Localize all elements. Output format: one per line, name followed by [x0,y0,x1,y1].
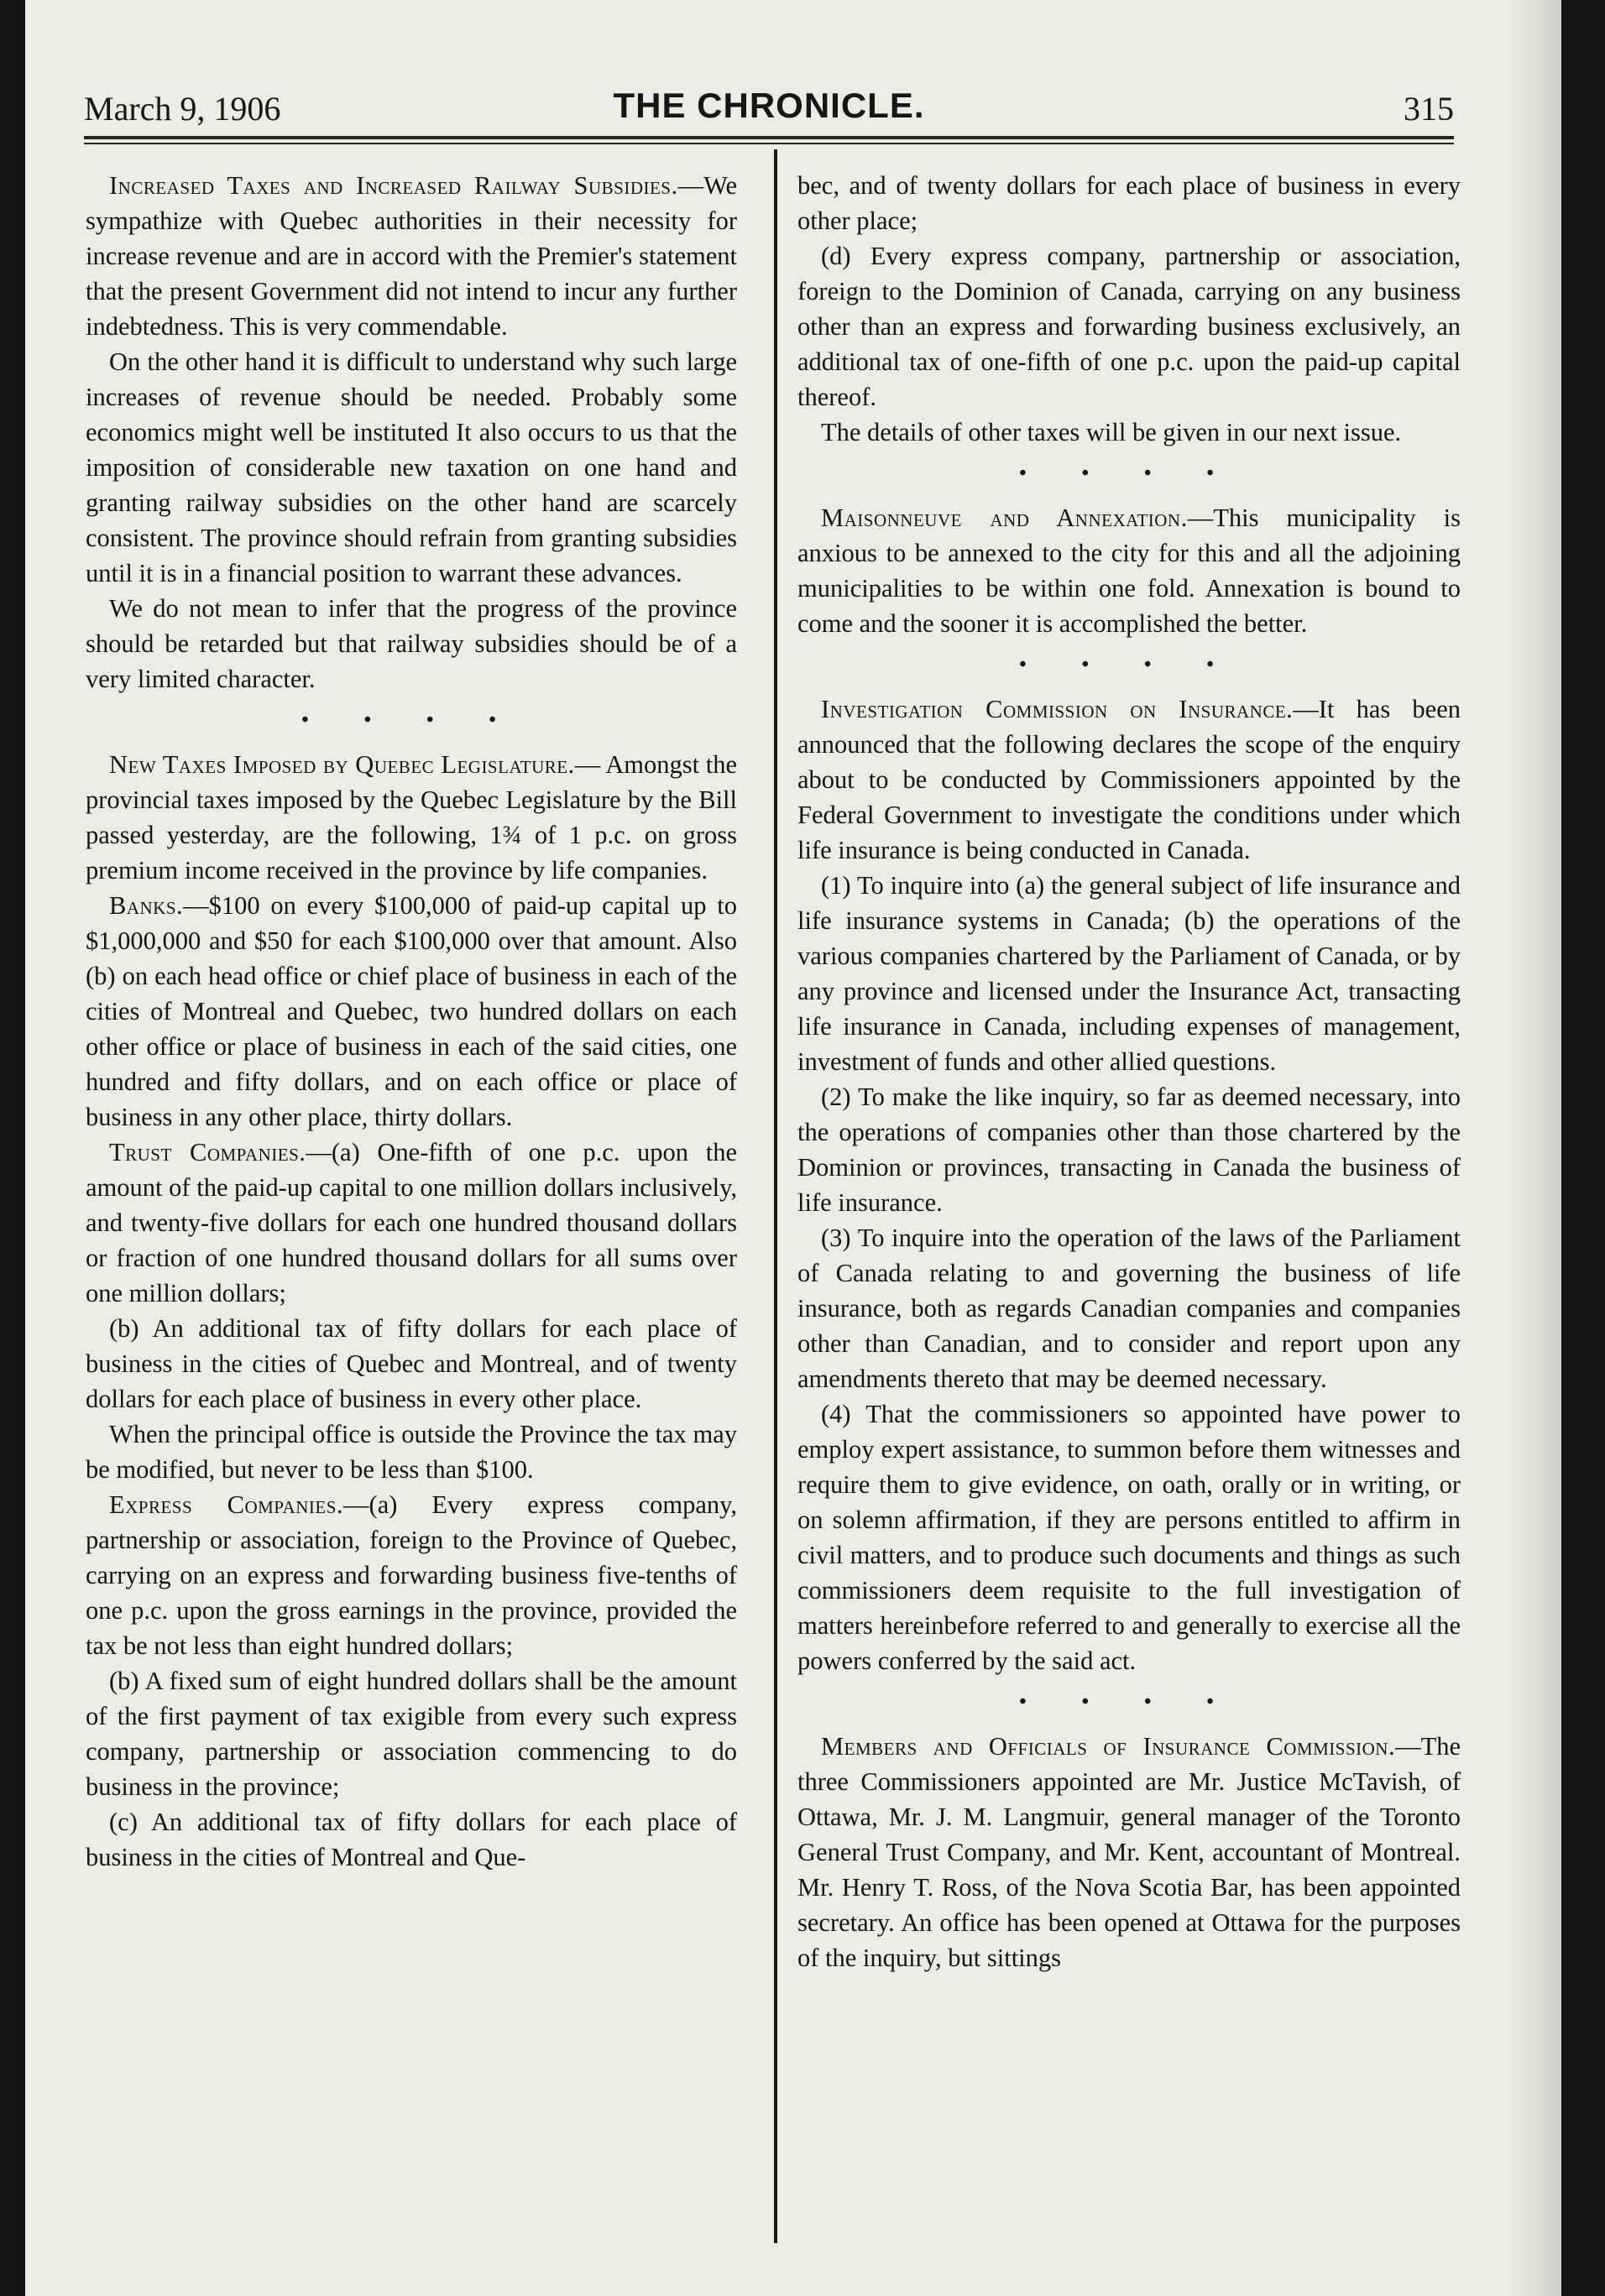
paragraph: —$100 on every $100,000 of paid-up capital up to $1,000,000 and $50 for each $100,000 over that amount. Also (b) on each head office or chief place of business in each of the cities of Montreal and Quebec, two hundred dollars on each other office or place of business in each of the said cities, one hundred and fifty dollars, and on each office or place of business in any other place, thirty dollars. [86,891,737,1131]
subheading: Banks. [109,891,184,920]
paragraph: (b) An additional tax of fifty dollars for each place of business in the cities of Quebec and Montreal, and of twenty dollars for each place of business in every other place. [86,1314,737,1413]
section-separator: • • • • [301,709,521,731]
article-members [797,1729,1461,1975]
paragraph: —It has been announced that the following declares the scope of the enquiry about to be conducted by Commissioners appointed by the Federal Government to investigate the conditions under which life insurance is being conducted in Canada. [797,695,1461,864]
section-separator: • • • • [1019,462,1239,484]
paragraph: bec, and of twenty dollars for each place of business in every other place; [797,171,1461,235]
banks-paragraph [86,888,737,1135]
section-heading: Maisonneuve and Annexation. [821,504,1188,532]
publication-title: THE CHRONICLE. [613,86,925,125]
article-maisonneuve [797,500,1461,641]
subheading: Express Companies. [109,1490,344,1519]
header-rule [84,136,1454,139]
paragraph: —The three Commissioners appointed are Mr. Justice McTavish, of Ottawa, Mr. J. M. Langmuir, general manager of the Toronto General Trust Company, and Mr. Kent, accountant of Montreal. Mr. Henry T. Ross, of the Nova Scotia Bar, has been appointed secretary. An office has been opened at Ottawa for the purposes of the inquiry, but sittings [797,1732,1461,1972]
section-separator: • • • • [1019,1691,1239,1713]
paragraph: (3) To inquire into the operation of the laws of the Parliament of Canada relating to and governing the business of life insurance, both as regards Canadian companies and companies other than Canadian, and to consider and report upon any amendments thereto that may be deemed necessary. [797,1224,1461,1393]
paragraph: —(a) One-fifth of one p.c. upon the amount of the paid-up capital to one million dollars inclusively, and twenty-five dollars for each one hundred thousand dollars or fraction of one hundred thousand dollars for all sums over one million dollars; [86,1138,737,1307]
paragraph: — Amongst the provincial taxes imposed by the Quebec Legislature by the Bill passed yesterday, are the following, 1¾ of 1 p.c. on gross premium income received in the province by life companies. [86,750,737,884]
column-divider [774,149,777,2243]
paragraph: When the principal office is outside the Province the tax may be modified, but never to be less than $100. [86,1420,737,1484]
paragraph: —This municipality is anxious to be annexed to the city for this and all the adjoining municipalities to be within one fold. Annexation is bound to come and the sooner it is accomplished the better. [797,504,1461,638]
article-railway-subsidies [86,168,737,344]
paragraph: —(a) Every express company, partnership or association, foreign to the Province of Quebec, carrying on an express and forwarding business five-tenths of one p.c. upon the gross earnings in the province, provided the tax be not less than eight hundred dollars; [86,1490,738,1660]
section-heading: Increased Taxes and Increased Railway Subsidies. [109,171,678,200]
paragraph: (c) An additional tax of fifty dollars for each place of business in the cities of Montreal and Que- [86,1808,737,1871]
article-investigation [797,691,1461,868]
paragraph: On the other hand it is difficult to understand why such large increases of revenue should be needed. Probably some economics might well be instituted It also occurs to us that the imposition of considerable new taxation on one hand and granting railway subsidies on the other hand are scarcely consistent. The province should refrain from granting subsidies until it is in a financial position to warrant these advances. [86,347,737,587]
paragraph: —We sympathize with Quebec authorities in their necessity for increase revenue and are in accord with the Premier's statement that the present Government did not intend to incur any further indebtedness. This is very commendable. [86,171,737,341]
section-heading: New Taxes Imposed by Quebec Legislature. [109,750,575,779]
paragraph: (4) That the commissioners so appointed have power to employ expert assistance, to summon before them witnesses and require them to give evidence, on oath, orally or in writing, or on solemn affirmation, if they are persons entitled to affirm in civil matters, and to produce such documents and things as such commissioners deem requisite to the full investigation of matters hereinbefore referred to and generally to exercise all the powers conferred by the said act. [797,1400,1461,1675]
left-column [86,168,737,1875]
article-new-taxes [86,747,737,888]
newspaper-page [25,0,1561,2296]
express-paragraph [86,1487,737,1663]
right-column [797,168,1461,1975]
paragraph: (2) To make the like inquiry, so far as deemed necessary, into the operations of companies other than those chartered by the Dominion or provinces, transacting in Canada the business of life insurance. [797,1083,1461,1217]
section-heading: Members and Officials of Insurance Commission. [821,1732,1396,1761]
paragraph: (1) To inquire into (a) the general subject of life insurance and life insurance systems in Canada; (b) the operations of the various companies chartered by the Parliament of Canada, or by any province and licensed under the Insurance Act, transacting life insurance in Canada, including expenses of management, investment of funds and other allied questions. [797,871,1461,1076]
header-rule-thin [84,143,1454,144]
paragraph: (d) Every express company, partnership or association, foreign to the Dominion of Canada, carrying on any business other than an express and forwarding business exclusively, an additional tax of one-fifth of one p.c. upon the paid-up capital thereof. [797,242,1461,411]
page-number: 315 [1404,90,1454,128]
subheading: Trust Companies. [109,1138,306,1166]
issue-date: March 9, 1906 [84,90,281,128]
trust-paragraph [86,1135,737,1311]
paragraph: We do not mean to infer that the progress of the province should be retarded but that railway subsidies should be of a very limited character. [86,594,737,693]
paragraph: The details of other taxes will be given in our next issue. [821,418,1402,446]
section-separator: • • • • [1019,654,1239,676]
page-header [84,81,1454,131]
paragraph: (b) A fixed sum of eight hundred dollars shall be the amount of the first payment of tax exigible from every such express company, partnership or association commencing to do business in the province; [86,1667,737,1801]
section-heading: Investigation Commission on Insurance. [821,695,1294,723]
